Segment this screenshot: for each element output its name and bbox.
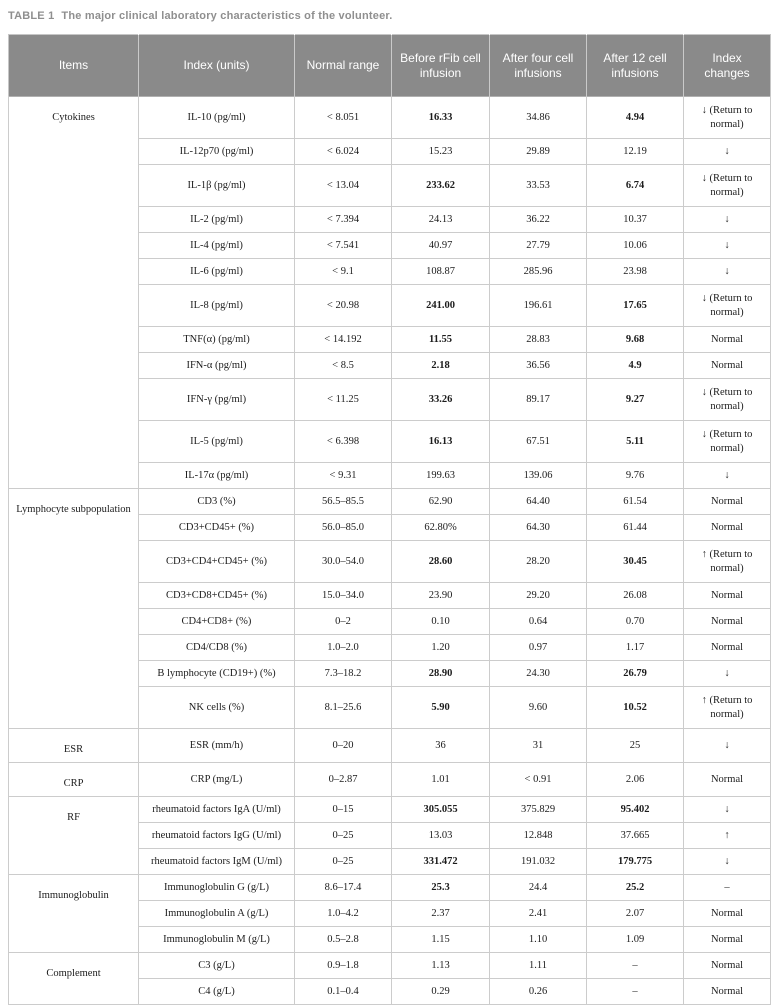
after-four-value-cell: 285.96	[490, 259, 587, 285]
after-twelve-value-cell: 61.54	[587, 489, 684, 515]
item-group-cell: RF	[9, 797, 139, 875]
normal-range-cell: 0–25	[295, 849, 392, 875]
index-change-cell: ↓ (Return to normal)	[684, 97, 771, 139]
index-change-cell: Normal	[684, 489, 771, 515]
after-twelve-value-cell: 26.79	[587, 661, 684, 687]
table-row	[9, 763, 771, 797]
index-change-cell: Normal	[684, 609, 771, 635]
index-change-cell: Normal	[684, 327, 771, 353]
before-infusion-value-cell: 108.87	[392, 259, 490, 285]
after-twelve-value-cell: 2.06	[587, 763, 684, 797]
after-four-value-cell: 0.97	[490, 635, 587, 661]
table-row	[9, 875, 771, 901]
after-four-value-cell: 31	[490, 729, 587, 763]
normal-range-cell: < 6.398	[295, 421, 392, 463]
before-infusion-value-cell: 33.26	[392, 379, 490, 421]
before-infusion-value-cell: 16.33	[392, 97, 490, 139]
table-header	[9, 35, 771, 97]
index-change-cell: ↓ (Return to normal)	[684, 379, 771, 421]
table-row	[9, 797, 771, 823]
after-four-value-cell: 27.79	[490, 233, 587, 259]
after-twelve-value-cell: 10.06	[587, 233, 684, 259]
after-twelve-value-cell: –	[587, 953, 684, 979]
after-twelve-value-cell: 30.45	[587, 541, 684, 583]
index-cell: Immunoglobulin G (g/L)	[139, 875, 295, 901]
index-cell: CD3+CD8+CD45+ (%)	[139, 583, 295, 609]
index-change-cell: Normal	[684, 353, 771, 379]
col-header-normal-range: Normal range	[295, 35, 392, 97]
index-change-cell: ↓	[684, 139, 771, 165]
after-twelve-value-cell: 9.76	[587, 463, 684, 489]
index-cell: IL-4 (pg/ml)	[139, 233, 295, 259]
table-body	[9, 97, 771, 1005]
after-four-value-cell: 28.20	[490, 541, 587, 583]
index-cell: IL-10 (pg/ml)	[139, 97, 295, 139]
index-change-cell: ↓ (Return to normal)	[684, 421, 771, 463]
before-infusion-value-cell: 5.90	[392, 687, 490, 729]
after-twelve-value-cell: 23.98	[587, 259, 684, 285]
before-infusion-value-cell: 2.37	[392, 901, 490, 927]
normal-range-cell: 30.0–54.0	[295, 541, 392, 583]
index-cell: IL-6 (pg/ml)	[139, 259, 295, 285]
normal-range-cell: < 8.051	[295, 97, 392, 139]
index-cell: IFN-α (pg/ml)	[139, 353, 295, 379]
normal-range-cell: 1.0–2.0	[295, 635, 392, 661]
item-group-cell: Complement	[9, 953, 139, 1005]
before-infusion-value-cell: 36	[392, 729, 490, 763]
before-infusion-value-cell: 11.55	[392, 327, 490, 353]
after-four-value-cell: < 0.91	[490, 763, 587, 797]
table-row	[9, 97, 771, 139]
after-twelve-value-cell: 25	[587, 729, 684, 763]
after-four-value-cell: 24.4	[490, 875, 587, 901]
normal-range-cell: 0–20	[295, 729, 392, 763]
normal-range-cell: < 7.541	[295, 233, 392, 259]
before-infusion-value-cell: 1.20	[392, 635, 490, 661]
after-four-value-cell: 34.86	[490, 97, 587, 139]
item-group-cell: Lymphocyte subpopulation	[9, 489, 139, 729]
normal-range-cell: 0.5–2.8	[295, 927, 392, 953]
index-cell: NK cells (%)	[139, 687, 295, 729]
before-infusion-value-cell: 62.90	[392, 489, 490, 515]
after-four-value-cell: 33.53	[490, 165, 587, 207]
after-four-value-cell: 24.30	[490, 661, 587, 687]
index-cell: ESR (mm/h)	[139, 729, 295, 763]
after-twelve-value-cell: 95.402	[587, 797, 684, 823]
normal-range-cell: < 9.31	[295, 463, 392, 489]
after-four-value-cell: 64.40	[490, 489, 587, 515]
normal-range-cell: < 13.04	[295, 165, 392, 207]
normal-range-cell: 15.0–34.0	[295, 583, 392, 609]
table-header-row	[9, 35, 771, 97]
after-four-value-cell: 29.20	[490, 583, 587, 609]
normal-range-cell: 0.9–1.8	[295, 953, 392, 979]
after-four-value-cell: 36.22	[490, 207, 587, 233]
normal-range-cell: 7.3–18.2	[295, 661, 392, 687]
after-twelve-value-cell: 2.07	[587, 901, 684, 927]
normal-range-cell: 0–2	[295, 609, 392, 635]
after-twelve-value-cell: 0.70	[587, 609, 684, 635]
index-cell: C3 (g/L)	[139, 953, 295, 979]
index-cell: B lymphocyte (CD19+) (%)	[139, 661, 295, 687]
before-infusion-value-cell: 0.10	[392, 609, 490, 635]
index-change-cell: Normal	[684, 763, 771, 797]
after-twelve-value-cell: 25.2	[587, 875, 684, 901]
index-cell: IL-8 (pg/ml)	[139, 285, 295, 327]
normal-range-cell: 1.0–4.2	[295, 901, 392, 927]
after-twelve-value-cell: 61.44	[587, 515, 684, 541]
before-infusion-value-cell: 28.60	[392, 541, 490, 583]
after-twelve-value-cell: 37.665	[587, 823, 684, 849]
before-infusion-value-cell: 0.29	[392, 979, 490, 1005]
index-cell: Immunoglobulin A (g/L)	[139, 901, 295, 927]
after-twelve-value-cell: 9.27	[587, 379, 684, 421]
after-twelve-value-cell: 12.19	[587, 139, 684, 165]
index-change-cell: Normal	[684, 979, 771, 1005]
index-cell: IL-1β (pg/ml)	[139, 165, 295, 207]
index-cell: rheumatoid factors IgG (U/ml)	[139, 823, 295, 849]
index-cell: CD4+CD8+ (%)	[139, 609, 295, 635]
index-change-cell: ↓ (Return to normal)	[684, 285, 771, 327]
index-cell: IL-12p70 (pg/ml)	[139, 139, 295, 165]
index-cell: CRP (mg/L)	[139, 763, 295, 797]
index-cell: IL-17α (pg/ml)	[139, 463, 295, 489]
normal-range-cell: 0–15	[295, 797, 392, 823]
after-twelve-value-cell: 4.9	[587, 353, 684, 379]
after-four-value-cell: 1.11	[490, 953, 587, 979]
after-twelve-value-cell: 5.11	[587, 421, 684, 463]
after-twelve-value-cell: –	[587, 979, 684, 1005]
table-caption	[8, 10, 770, 22]
before-infusion-value-cell: 62.80%	[392, 515, 490, 541]
before-infusion-value-cell: 1.01	[392, 763, 490, 797]
after-four-value-cell: 12.848	[490, 823, 587, 849]
after-four-value-cell: 375.829	[490, 797, 587, 823]
normal-range-cell: 8.1–25.6	[295, 687, 392, 729]
index-cell: rheumatoid factors IgM (U/ml)	[139, 849, 295, 875]
normal-range-cell: < 6.024	[295, 139, 392, 165]
index-change-cell: Normal	[684, 515, 771, 541]
col-header-index-units: Index (units)	[139, 35, 295, 97]
col-header-before-infusion: Before rFib cell infusion	[392, 35, 490, 97]
index-cell: CD3 (%)	[139, 489, 295, 515]
normal-range-cell: 0–2.87	[295, 763, 392, 797]
after-four-value-cell: 0.26	[490, 979, 587, 1005]
before-infusion-value-cell: 233.62	[392, 165, 490, 207]
index-change-cell: –	[684, 875, 771, 901]
index-change-cell: ↑	[684, 823, 771, 849]
before-infusion-value-cell: 199.63	[392, 463, 490, 489]
index-cell: CD4/CD8 (%)	[139, 635, 295, 661]
before-infusion-value-cell: 23.90	[392, 583, 490, 609]
index-change-cell: ↓	[684, 797, 771, 823]
before-infusion-value-cell: 16.13	[392, 421, 490, 463]
before-infusion-value-cell: 331.472	[392, 849, 490, 875]
after-four-value-cell: 89.17	[490, 379, 587, 421]
item-group-cell: Cytokines	[9, 97, 139, 489]
index-cell: rheumatoid factors IgA (U/ml)	[139, 797, 295, 823]
col-header-after-four: After four cell infusions	[490, 35, 587, 97]
index-change-cell: Normal	[684, 583, 771, 609]
table-row	[9, 953, 771, 979]
col-header-items: Items	[9, 35, 139, 97]
after-four-value-cell: 29.89	[490, 139, 587, 165]
after-four-value-cell: 139.06	[490, 463, 587, 489]
index-cell: TNF(α) (pg/ml)	[139, 327, 295, 353]
normal-range-cell: 56.0–85.0	[295, 515, 392, 541]
table-caption-text: The major clinical laboratory characteristics of the volunteer.	[61, 10, 393, 22]
after-twelve-value-cell: 179.775	[587, 849, 684, 875]
index-change-cell: ↓	[684, 207, 771, 233]
index-change-cell: ↓	[684, 729, 771, 763]
before-infusion-value-cell: 13.03	[392, 823, 490, 849]
index-change-cell: ↓ (Return to normal)	[684, 165, 771, 207]
normal-range-cell: < 7.394	[295, 207, 392, 233]
index-cell: CD3+CD4+CD45+ (%)	[139, 541, 295, 583]
col-header-after-twelve: After 12 cell infusions	[587, 35, 684, 97]
table-row	[9, 489, 771, 515]
index-cell: IL-2 (pg/ml)	[139, 207, 295, 233]
before-infusion-value-cell: 40.97	[392, 233, 490, 259]
normal-range-cell: < 11.25	[295, 379, 392, 421]
col-header-index-changes: Index changes	[684, 35, 771, 97]
before-infusion-value-cell: 1.15	[392, 927, 490, 953]
after-four-value-cell: 1.10	[490, 927, 587, 953]
before-infusion-value-cell: 25.3	[392, 875, 490, 901]
index-cell: Immunoglobulin M (g/L)	[139, 927, 295, 953]
after-four-value-cell: 9.60	[490, 687, 587, 729]
after-four-value-cell: 67.51	[490, 421, 587, 463]
normal-range-cell: 0–25	[295, 823, 392, 849]
index-change-cell: Normal	[684, 927, 771, 953]
before-infusion-value-cell: 15.23	[392, 139, 490, 165]
index-change-cell: ↓	[684, 849, 771, 875]
table-row	[9, 729, 771, 763]
normal-range-cell: < 9.1	[295, 259, 392, 285]
after-twelve-value-cell: 1.09	[587, 927, 684, 953]
index-change-cell: Normal	[684, 953, 771, 979]
index-change-cell: ↓	[684, 259, 771, 285]
normal-range-cell: 8.6–17.4	[295, 875, 392, 901]
normal-range-cell: < 20.98	[295, 285, 392, 327]
item-group-cell: ESR	[9, 729, 139, 763]
normal-range-cell: < 8.5	[295, 353, 392, 379]
after-twelve-value-cell: 10.52	[587, 687, 684, 729]
after-four-value-cell: 2.41	[490, 901, 587, 927]
table-number-label: TABLE 1	[8, 10, 55, 22]
after-four-value-cell: 0.64	[490, 609, 587, 635]
index-change-cell: ↑ (Return to normal)	[684, 687, 771, 729]
before-infusion-value-cell: 24.13	[392, 207, 490, 233]
index-change-cell: ↓	[684, 463, 771, 489]
index-cell: IFN-γ (pg/ml)	[139, 379, 295, 421]
item-group-cell: Immunoglobulin	[9, 875, 139, 953]
after-twelve-value-cell: 10.37	[587, 207, 684, 233]
before-infusion-value-cell: 28.90	[392, 661, 490, 687]
index-change-cell: Normal	[684, 901, 771, 927]
after-twelve-value-cell: 26.08	[587, 583, 684, 609]
after-twelve-value-cell: 6.74	[587, 165, 684, 207]
after-four-value-cell: 64.30	[490, 515, 587, 541]
after-twelve-value-cell: 1.17	[587, 635, 684, 661]
index-cell: C4 (g/L)	[139, 979, 295, 1005]
after-twelve-value-cell: 9.68	[587, 327, 684, 353]
normal-range-cell: < 14.192	[295, 327, 392, 353]
index-change-cell: ↓	[684, 661, 771, 687]
after-four-value-cell: 191.032	[490, 849, 587, 875]
after-four-value-cell: 196.61	[490, 285, 587, 327]
clinical-lab-table	[8, 34, 771, 1005]
index-change-cell: ↓	[684, 233, 771, 259]
index-cell: IL-5 (pg/ml)	[139, 421, 295, 463]
after-four-value-cell: 36.56	[490, 353, 587, 379]
index-change-cell: ↑ (Return to normal)	[684, 541, 771, 583]
before-infusion-value-cell: 1.13	[392, 953, 490, 979]
after-four-value-cell: 28.83	[490, 327, 587, 353]
after-twelve-value-cell: 4.94	[587, 97, 684, 139]
normal-range-cell: 56.5–85.5	[295, 489, 392, 515]
normal-range-cell: 0.1–0.4	[295, 979, 392, 1005]
index-cell: CD3+CD45+ (%)	[139, 515, 295, 541]
after-twelve-value-cell: 17.65	[587, 285, 684, 327]
index-change-cell: Normal	[684, 635, 771, 661]
before-infusion-value-cell: 2.18	[392, 353, 490, 379]
item-group-cell: CRP	[9, 763, 139, 797]
before-infusion-value-cell: 305.055	[392, 797, 490, 823]
before-infusion-value-cell: 241.00	[392, 285, 490, 327]
